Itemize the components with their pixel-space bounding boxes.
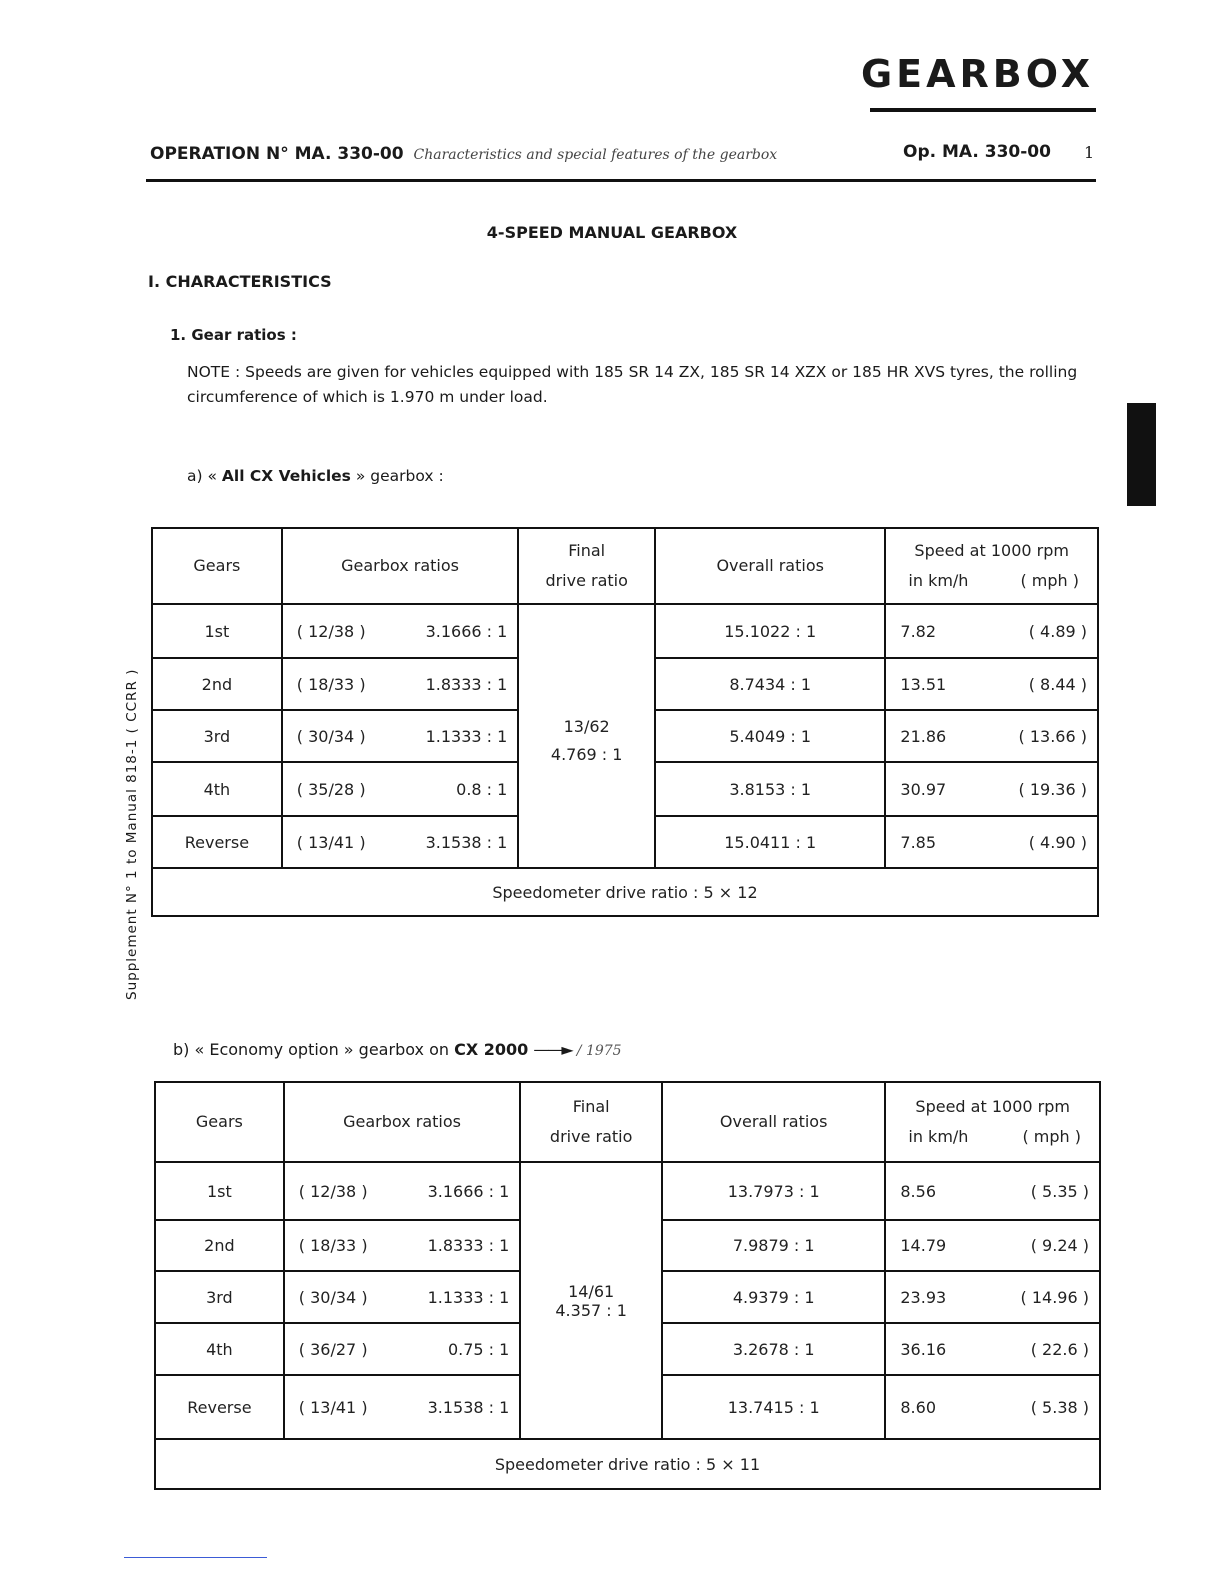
speed-mph-value: ( 4.89 ) — [1028, 621, 1087, 641]
ratio-value: 3.1666 : 1 — [425, 621, 508, 641]
speed-mph-value: ( 22.6 ) — [1030, 1339, 1089, 1359]
header-final-line2: drive ratio — [545, 571, 628, 590]
header-speed-line1: Speed at 1000 rpm — [914, 541, 1069, 560]
header-gears: Gears — [152, 528, 282, 604]
gearbox-ratio-cell — [284, 1375, 521, 1439]
tyre-note — [187, 360, 1097, 410]
ratio-value: 3.1666 : 1 — [427, 1181, 510, 1201]
header-gearbox-ratios: Gearbox ratios — [284, 1082, 521, 1162]
operation-subtitle: Characteristics and special features of the gearbox — [413, 147, 778, 163]
teeth-value: ( 13/41 ) — [298, 1397, 368, 1417]
speed-cell — [885, 762, 1098, 816]
speed-cell — [885, 658, 1098, 710]
speed-mph-value: ( 14.96 ) — [1020, 1287, 1089, 1307]
gearbox-ratio-cell — [284, 1162, 521, 1220]
ratio-value: 0.8 : 1 — [456, 779, 508, 799]
table-row — [152, 604, 1098, 658]
gearbox-ratio-cell — [284, 1271, 521, 1323]
supplement-side-text: Supplement N° 1 to Manual 818-1 ( CCRR ) — [124, 668, 140, 1000]
speed-mph-value: ( 8.44 ) — [1028, 674, 1087, 694]
footer-link-rule — [124, 1557, 267, 1558]
table-a-label-suffix: » gearbox : — [355, 467, 444, 485]
teeth-value: ( 13/41 ) — [296, 832, 366, 852]
gear-ratio-table-a — [151, 527, 1099, 917]
header-speed-mph: ( mph ) — [1022, 1127, 1081, 1146]
note-text: : Speeds are given for vehicles equipped with 185 SR 14 ZX, 185 SR 14 XZX or 185 HR XVS tyres, the rolling circumference of which is 1.970 m under load. — [187, 363, 1078, 406]
speed-kmh-value: 13.51 — [900, 674, 947, 694]
arrow-icon: ——► — [533, 1040, 572, 1059]
gear-cell: Reverse — [152, 816, 282, 868]
section-tab-marker — [1127, 403, 1156, 506]
speed-cell — [885, 604, 1098, 658]
gearbox-ratio-cell — [284, 1323, 521, 1375]
teeth-value: ( 12/38 ) — [298, 1181, 368, 1201]
header-speed-line1: Speed at 1000 rpm — [915, 1097, 1070, 1116]
speed-kmh-value: 30.97 — [900, 779, 947, 799]
header-speed-kmh: in km/h — [908, 571, 969, 590]
header-gearbox-ratios: Gearbox ratios — [282, 528, 519, 604]
gearbox-ratio-cell — [284, 1220, 521, 1271]
final-drive-cell — [520, 1162, 662, 1439]
speed-kmh-value: 7.82 — [900, 621, 937, 641]
table-b-label-prefix: b) « Economy option » gearbox on — [173, 1040, 449, 1059]
ratio-value: 1.1333 : 1 — [425, 726, 508, 746]
header-speed-kmh: in km/h — [908, 1127, 969, 1146]
speed-cell — [885, 1271, 1100, 1323]
header-gears: Gears — [155, 1082, 284, 1162]
speed-kmh-value: 36.16 — [900, 1339, 947, 1359]
overall-ratio-cell: 3.2678 : 1 — [662, 1323, 885, 1375]
gearbox-ratio-cell — [282, 710, 519, 762]
speed-cell — [885, 710, 1098, 762]
overall-ratio-cell: 7.9879 : 1 — [662, 1220, 885, 1271]
gear-cell: 2nd — [155, 1220, 284, 1271]
sub-heading: 1. Gear ratios : — [170, 326, 297, 344]
speed-cell — [885, 1375, 1100, 1439]
header-overall-ratios: Overall ratios — [655, 528, 885, 604]
header-final-line1: Final — [572, 1097, 610, 1116]
table-a-label-prefix: a) « — [187, 467, 217, 485]
overall-ratio-cell: 4.9379 : 1 — [662, 1271, 885, 1323]
speed-cell — [885, 1323, 1100, 1375]
operation-title — [150, 144, 777, 164]
speed-mph-value: ( 19.36 ) — [1018, 779, 1087, 799]
speed-kmh-value: 14.79 — [900, 1236, 947, 1255]
gear-cell: 3rd — [152, 710, 282, 762]
ratio-value: 3.1538 : 1 — [425, 832, 508, 852]
operation-reference: Op. MA. 330-00 — [903, 142, 1051, 162]
overall-ratio-cell: 15.0411 : 1 — [655, 816, 885, 868]
table-b-label-date: / 1975 — [576, 1043, 622, 1059]
gear-cell: 4th — [155, 1323, 284, 1375]
table-b-label-bold: CX 2000 — [454, 1040, 529, 1059]
teeth-value: ( 30/34 ) — [296, 726, 366, 746]
final-drive-ratio: 4.357 : 1 — [555, 1300, 627, 1320]
speed-kmh-value: 23.93 — [900, 1287, 947, 1307]
note-label: NOTE — [187, 363, 231, 381]
header-speed — [885, 528, 1098, 604]
gear-cell: 4th — [152, 762, 282, 816]
table-b-label — [173, 1040, 622, 1059]
overall-ratio-cell: 15.1022 : 1 — [655, 604, 885, 658]
gear-cell: 2nd — [152, 658, 282, 710]
ratio-value: 1.8333 : 1 — [425, 674, 508, 694]
table-row — [155, 1162, 1100, 1220]
teeth-value: ( 35/28 ) — [296, 779, 366, 799]
page-number: 1 — [1084, 143, 1095, 162]
gear-cell: 1st — [152, 604, 282, 658]
header-speed-mph: ( mph ) — [1020, 571, 1079, 590]
overall-ratio-cell: 5.4049 : 1 — [655, 710, 885, 762]
speed-kmh-value: 7.85 — [900, 832, 937, 852]
gearbox-ratio-cell — [282, 658, 519, 710]
teeth-value: ( 18/33 ) — [298, 1236, 368, 1255]
gearbox-ratio-cell — [282, 762, 519, 816]
final-drive-fraction: 13/62 — [563, 716, 610, 736]
final-drive-fraction: 14/61 — [568, 1281, 615, 1301]
table-a-label — [187, 467, 444, 485]
header-overall-ratios: Overall ratios — [662, 1082, 885, 1162]
header-final-drive — [518, 528, 655, 604]
main-heading: 4-SPEED MANUAL GEARBOX — [486, 223, 738, 242]
gear-cell: Reverse — [155, 1375, 284, 1439]
header-final-line1: Final — [568, 541, 606, 560]
speed-mph-value: ( 13.66 ) — [1018, 726, 1087, 746]
speed-cell — [885, 1220, 1100, 1271]
final-drive-cell — [518, 604, 655, 868]
speed-cell — [885, 1162, 1100, 1220]
teeth-value: ( 12/38 ) — [296, 621, 366, 641]
header-final-drive — [520, 1082, 662, 1162]
overall-ratio-cell: 13.7415 : 1 — [662, 1375, 885, 1439]
ratio-value: 3.1538 : 1 — [427, 1397, 510, 1417]
header-rule — [146, 179, 1096, 182]
ratio-value: 0.75 : 1 — [447, 1339, 510, 1359]
title-rule — [870, 108, 1096, 112]
final-drive-ratio: 4.769 : 1 — [550, 744, 623, 764]
ratio-value: 1.1333 : 1 — [427, 1287, 510, 1307]
operation-label: OPERATION N° MA. 330-00 — [150, 144, 404, 164]
teeth-value: ( 30/34 ) — [298, 1287, 368, 1307]
teeth-value: ( 36/27 ) — [298, 1339, 368, 1359]
page-title: GEARBOX — [860, 52, 1094, 96]
gear-ratio-table-b — [154, 1081, 1101, 1490]
speed-kmh-value: 8.56 — [900, 1181, 936, 1201]
gear-cell: 1st — [155, 1162, 284, 1220]
table-a-label-bold: All CX Vehicles — [221, 467, 351, 485]
overall-ratio-cell: 13.7973 : 1 — [662, 1162, 885, 1220]
speed-mph-value: ( 9.24 ) — [1030, 1236, 1089, 1255]
speed-mph-value: ( 5.35 ) — [1030, 1181, 1089, 1201]
gear-cell: 3rd — [155, 1271, 284, 1323]
speed-mph-value: ( 5.38 ) — [1030, 1397, 1089, 1417]
header-speed — [885, 1082, 1100, 1162]
speedometer-ratio: Speedometer drive ratio : 5 × 11 — [155, 1439, 1100, 1489]
header-final-line2: drive ratio — [549, 1127, 633, 1146]
section-heading: I. CHARACTERISTICS — [148, 272, 332, 291]
speed-cell — [885, 816, 1098, 868]
gearbox-ratio-cell — [282, 816, 519, 868]
overall-ratio-cell: 3.8153 : 1 — [655, 762, 885, 816]
speed-mph-value: ( 4.90 ) — [1028, 832, 1087, 852]
speed-kmh-value: 21.86 — [900, 726, 947, 746]
ratio-value: 1.8333 : 1 — [427, 1236, 510, 1255]
overall-ratio-cell: 8.7434 : 1 — [655, 658, 885, 710]
speed-kmh-value: 8.60 — [900, 1397, 936, 1417]
teeth-value: ( 18/33 ) — [296, 674, 366, 694]
gearbox-ratio-cell — [282, 604, 519, 658]
speedometer-ratio: Speedometer drive ratio : 5 × 12 — [152, 868, 1098, 916]
